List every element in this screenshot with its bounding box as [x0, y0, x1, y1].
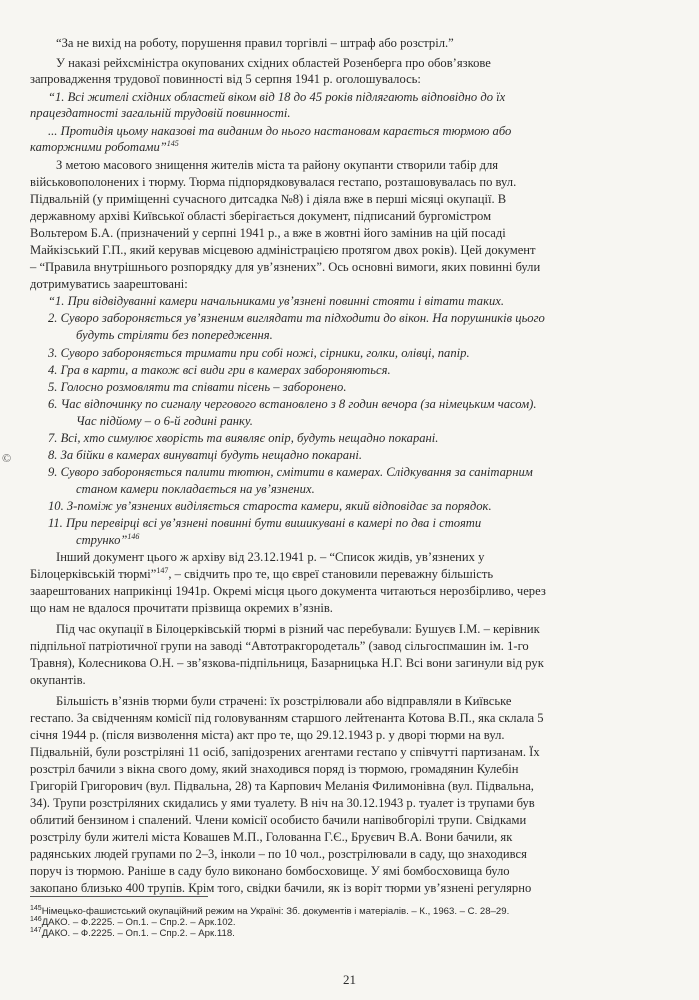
text-line-content: Під час окупації в Білоцерківській тюрмі в різний час перебували: Бушуєв І.М. – керівник [56, 622, 540, 636]
text-line-content: 34). Трупи розстріляних скидались у ями туалету. В ніч на 30.12.1943 р. туалет із трупами був [30, 796, 535, 810]
text-line-content: Вольтером Б.А. (призначений у серпні 1941 р., а вже в жовтні його замінив на цій посаді [30, 226, 506, 240]
text-line [30, 567, 493, 582]
text-line [30, 728, 505, 743]
footnote-text: ДАКО. – Ф.2225. – Оп.1. – Спр.2. – Арк.118. [41, 928, 235, 939]
text-line-content: 7. Всі, хто симулює хворість та виявляє опір, будуть нещадно покарані. [48, 431, 439, 445]
text-line [48, 448, 362, 463]
text-line-content: Білоцерківській тюрмі” [30, 567, 157, 581]
text-line-content: 4. Гра в карти, а також всі види гри в камерах забороняються. [48, 363, 391, 377]
text-line [30, 243, 536, 258]
text-line [76, 482, 315, 497]
text-line-content: каторжними роботами” [30, 140, 167, 154]
text-line-content: гестапо. За свідченням комісії під головуванням старшого лейтенанта Котова В.П., яка склала 5 [30, 711, 544, 725]
footnote-text: ДАКО. – Ф.2225. – Оп.1. – Спр.2. – Арк.102. [41, 917, 236, 928]
text-line-content: 10. З-поміж ув’язнених виділяється староста камери, який відповідає за порядок. [48, 499, 492, 513]
text-line-content: січня 1944 р. (після визволення міста) акт про те, що 29.12.1943 р. у дворі тюрми на вул. [30, 728, 505, 742]
text-line [76, 328, 273, 343]
text-line-content: дотримуватись заарештовані: [30, 277, 188, 291]
text-line [48, 431, 438, 446]
text-line [30, 864, 510, 879]
text-line-content: 9. Суворо забороняється палити тютюн, смітити в камерах. Слідкування за санітарним [48, 465, 533, 479]
text-line [76, 414, 253, 429]
text-line [30, 639, 529, 654]
text-line [30, 762, 518, 777]
text-line-content: Травня), Колесникова О.Н. – зв’язкова-підпільниця, Базарницька Н.Г. Всі вони загинули від рук [30, 656, 544, 670]
footnote-text: Німецько-фашистський окупаційний режим на Україні: Зб. документів і матеріалів. – К., 1963. – С. 28–29. [41, 906, 510, 917]
text-line-content: “1. При відвідуванні камери начальниками ув’язнені повинні стояти і вітати таких. [48, 294, 505, 308]
text-line [30, 656, 544, 671]
text-line-content: 3. Суворо забороняється тримати при собі ножі, сірники, голки, олівці, папір. [48, 346, 470, 360]
text-line-content: Підвальній, були розстріляні 11 осіб, запідозрених агентами гестапо у співчутті партизанам. Їх [30, 745, 540, 759]
footnote-ref: 145 [166, 138, 179, 148]
text-line-content: будуть стріляти без попередження. [76, 328, 273, 342]
text-line-content: “За не вихід на роботу, порушення правил торгівлі – штраф або розстріл.” [56, 36, 454, 50]
text-line [30, 72, 421, 87]
text-line [56, 36, 454, 51]
footnote-number: 146 [30, 915, 42, 923]
text-line [48, 499, 492, 514]
text-line-content: запровадження трудової повинності від 5 серпня 1941 р. оголошувалось: [30, 72, 421, 86]
text-line-content: військовополонених і тюрму. Тюрма підпорядковувалася гестапо, розташовувалась по вул. [30, 175, 517, 189]
footnote-ref: 147 [156, 565, 169, 575]
text-line-content: ... Протидія цьому наказові та виданим до нього настановам карається тюрмою або [48, 124, 512, 138]
text-line [48, 90, 505, 105]
text-line-content: У наказі рейхсміністра окупованих східних областей Розенберга про обов’язкове [56, 56, 491, 70]
text-line-content: 8. За бійки в камерах винуватці будуть нещадно покарані. [48, 448, 362, 462]
page-number: 21 [343, 972, 356, 987]
text-line-content: З метою масового знищення жителів міста та району окупанти створили табір для [56, 158, 499, 172]
text-line [30, 796, 535, 811]
text-line-content: Більшість в’язнів тюрми були страчені: їх розстрілювали або відправляли в Київське [56, 694, 512, 708]
text-line [30, 813, 526, 828]
text-line [48, 311, 545, 326]
text-line [48, 124, 511, 139]
text-line [30, 847, 527, 862]
margin-mark: © [2, 451, 12, 465]
text-line-content: облитий бензином і спалений. Члени комісії особисто бачили напівобгорілі трупи. Свідками [30, 813, 527, 827]
text-line-content: струнко” [76, 533, 128, 547]
footnote-number: 145 [30, 904, 42, 912]
text-line-content: 6. Час відпочинку по сигналу чергового встановлено з 8 годин вечора (за німецьким часом). [48, 397, 537, 411]
text-line [30, 175, 516, 190]
text-line-content: станом камери покладається на ув’язнених. [76, 482, 315, 496]
text-line-content: 5. Голосно розмовляти та співати пісень – заборонено. [48, 380, 347, 394]
text-line [30, 779, 534, 794]
text-line [30, 745, 540, 760]
text-line-content: закопано близько 400 трупів. Крім того, свідки бачили, як із воріт тюрми ув’язнені регулярно [30, 881, 532, 895]
text-line-content: що нам не вдалося прочитати прізвища окремих в’язнів. [30, 601, 333, 615]
text-line [56, 550, 484, 565]
text-line [48, 465, 533, 480]
text-line-content: розстрілу були жителі міста Ковашев М.П., Голованна Г.Є., Бруєвич В.А. Вони бачили, як [30, 830, 513, 844]
text-line-content: радянських людей групами по 2–3, інколи – по 10 чол., розстрілювали в саду, що знаходився [30, 847, 527, 861]
text-line-content: державному архіві Київської області зберігається документ, підписаний бургомістром [30, 209, 492, 223]
text-line-content: розстріл бачили з вікна свого дому, який знаходився поряд із тюрмою, громадянин Кулебін [30, 762, 519, 776]
text-line-content: працездатності загальній трудовій повинності. [30, 106, 291, 120]
text-line [56, 622, 540, 637]
text-line [48, 516, 481, 531]
text-line-content: Інший документ цього ж архіву від 23.12.1941 р. – “Список жидів, ув’язнених у [56, 550, 485, 564]
text-line [30, 209, 491, 224]
text-line [48, 363, 391, 378]
text-line [30, 140, 179, 155]
text-line [56, 694, 512, 709]
text-line [48, 294, 504, 309]
text-line-content: окупантів. [30, 673, 86, 687]
text-line [30, 584, 546, 599]
footnote-rule [30, 896, 208, 897]
text-line [48, 397, 537, 412]
text-line [30, 830, 512, 845]
text-line-content: – “Правила внутрішнього розпорядку для ув’язнених”. Ось основні вимоги, яких повинні були [30, 260, 541, 274]
text-line-content: Майкізський Г.П., який керував місцевою адміністрацією протягом двох років). Цей документ [30, 243, 536, 257]
footnote [30, 906, 509, 917]
text-line-content: Підвальній (у приміщенні сучасного дитсадка №8) і діяла вже в перші місяці окупації. В [30, 192, 507, 206]
text-line-content: підпільної патріотичної групи на заводі “Автотракгородеталь” (завод сільгоспмашин ім. 1-го [30, 639, 529, 653]
footnote [30, 917, 236, 928]
text-line [30, 711, 544, 726]
text-line-content: 11. При перевірці всі ув’язнені повинні бути вишикувані в камері по два і стояти [48, 516, 482, 530]
footnote [30, 928, 235, 939]
text-line [30, 277, 188, 292]
text-line-content: поруч із тюрмою. Раніше в саду було виконано бомбосховище. У ямі бомбосховища було [30, 864, 510, 878]
text-line [48, 380, 347, 395]
text-line [30, 881, 531, 896]
text-line [30, 673, 86, 688]
text-line-content: Григорій Григорович (вул. Підвальна, 28) та Карпович Меланія Филимонівна (вул. Підвальна, [30, 779, 534, 793]
text-line-content: Час підйому – о 6-й годині ранку. [76, 414, 253, 428]
text-line [56, 158, 498, 173]
text-line-content: 2. Суворо забороняється ув’язненим виглядати та підходити до вікон. На порушників цього [48, 311, 545, 325]
text-line [30, 192, 506, 207]
text-line [48, 346, 470, 361]
text-line [30, 601, 333, 616]
text-line [76, 533, 139, 548]
text-line [30, 260, 540, 275]
text-line-tail: , – свідчить про те, що євреї становили переважну більшість [168, 567, 494, 581]
text-line [56, 56, 491, 71]
footnote-ref: 146 [127, 531, 140, 541]
text-line [30, 106, 290, 121]
footnote-number: 147 [30, 926, 42, 934]
text-line [30, 226, 506, 241]
text-line-content: заарештованих наприкінці 1941р. Окремі місця цього документа читаються нерозбірливо, через [30, 584, 546, 598]
text-line-content: “1. Всі жителі східних областей віком від 18 до 45 років підлягають відповідно до їх [48, 90, 506, 104]
